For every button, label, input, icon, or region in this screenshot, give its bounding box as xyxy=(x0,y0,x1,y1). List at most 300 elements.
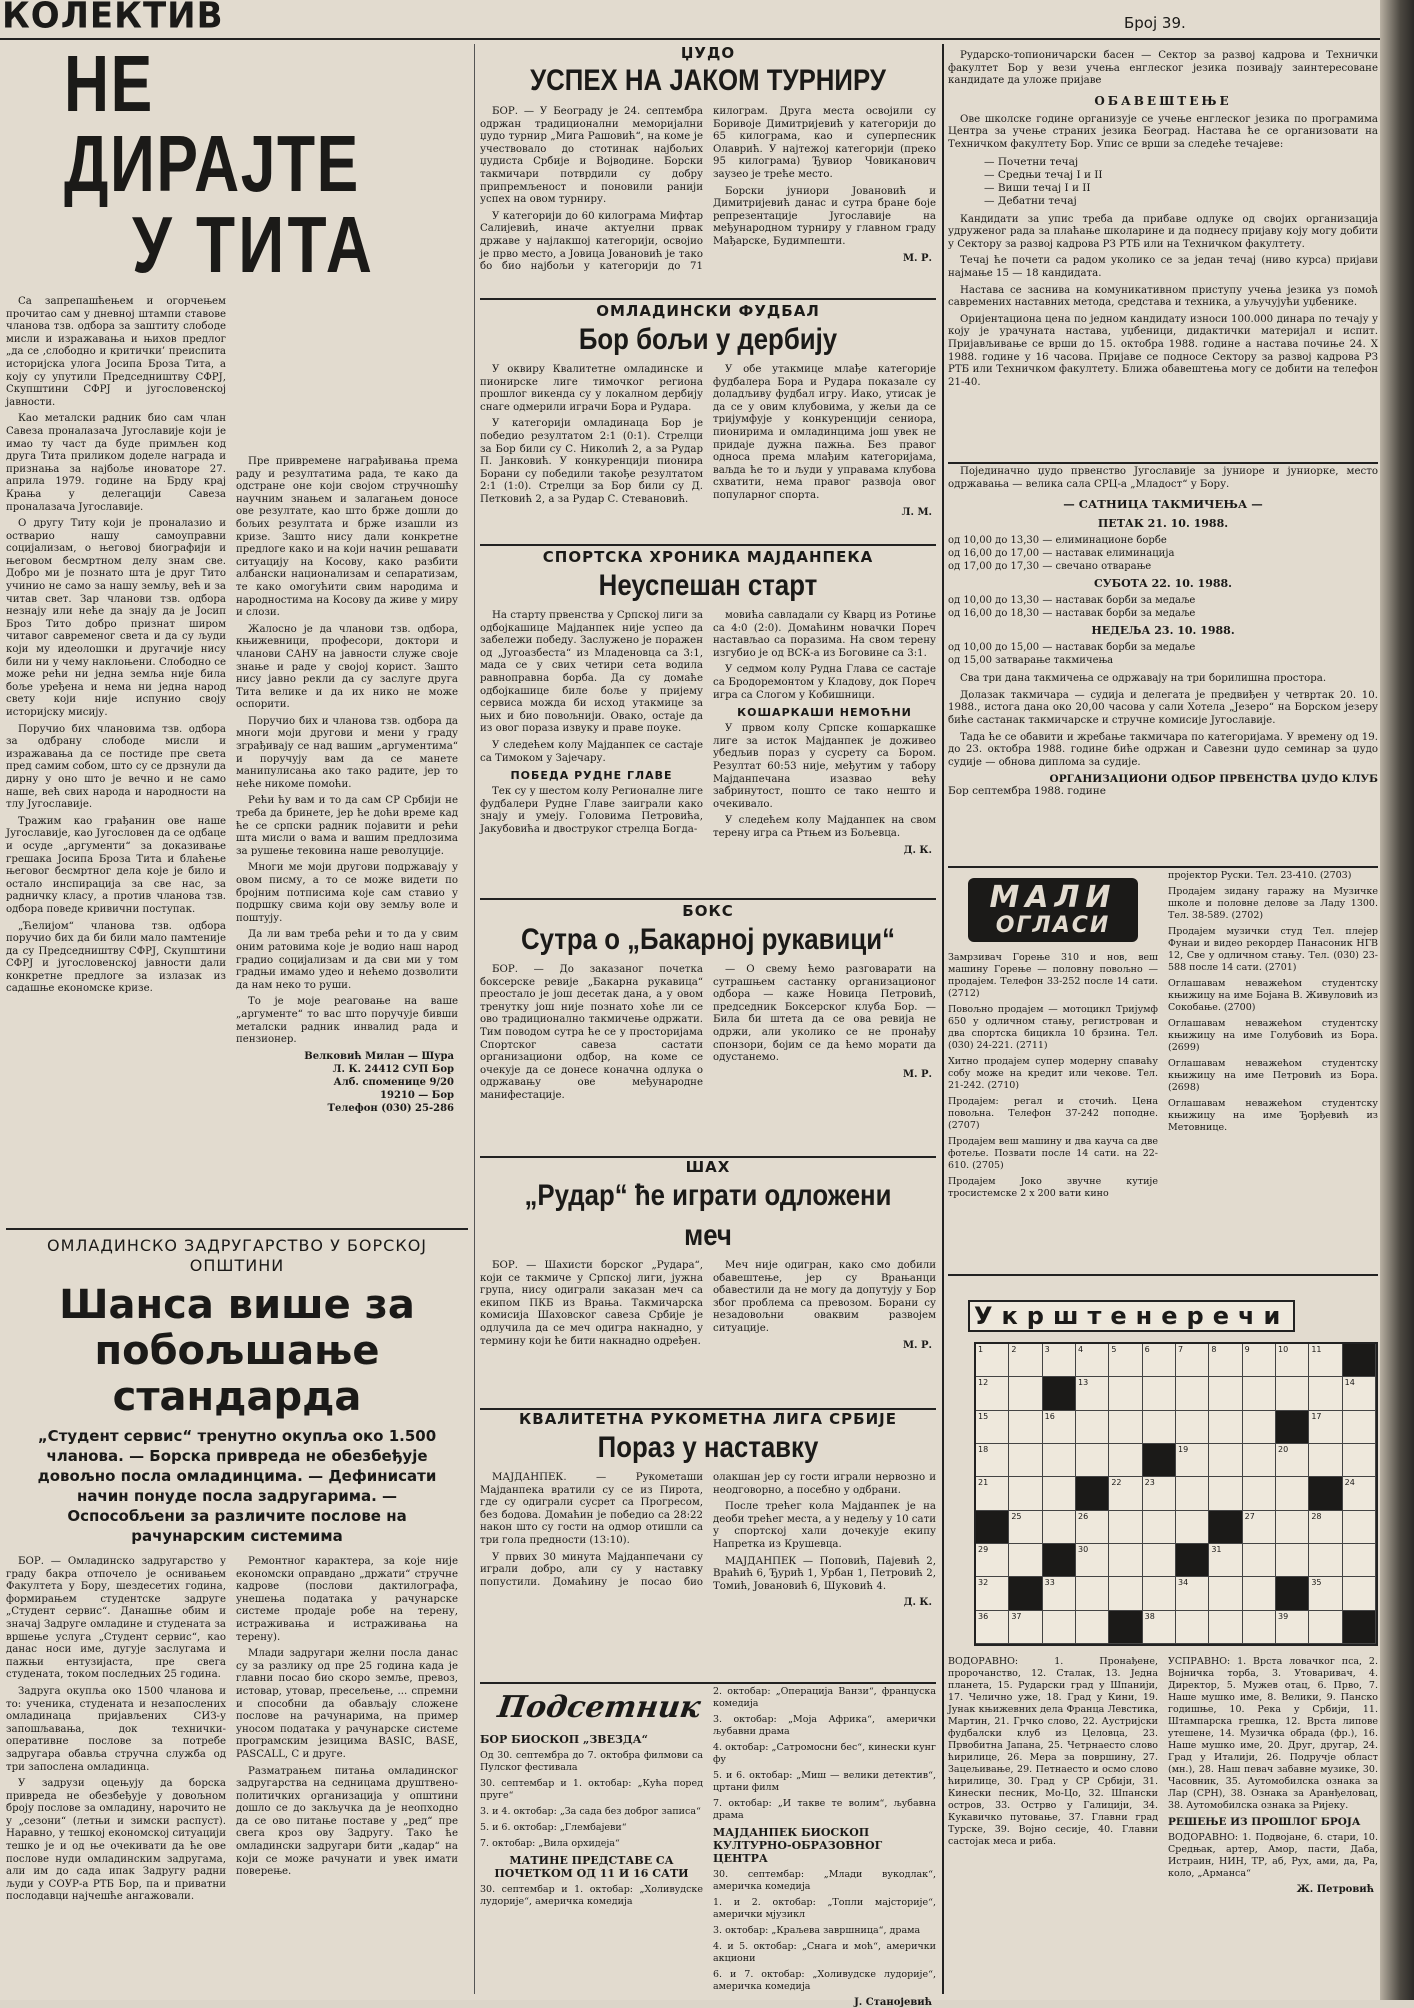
champ-d1c: од 17,00 до 17,30 — свечано отварање xyxy=(948,561,1152,573)
crossword-cell xyxy=(1109,1577,1142,1610)
center-3: 3. октобар: „Краљева завршница“, драма xyxy=(713,1925,921,1936)
tito-p2: О другу Титу који је проналазио и остварио нашу самоуправни социјализам, о његовој биографији и његовом бесмртном делу знам све. Добро ми је познато шта је друг Тито учинио не само за нашу земљу, већ и за читав свет. Зар чланови тзв. одбора незнају или неће да знају да је Јосип Броз Тито добро признат широм читавог савременог света и да су људи који му идеолошки и другачије нису били ни у чему наклоњени. Слободно се може рећи ни једна земља није била боље уређена и нема ни једна народ свету који није испунио своју историјску мисију. xyxy=(6,518,226,718)
crossword-cell xyxy=(1276,1611,1309,1644)
podsetnik-logo: Подсетник xyxy=(495,1690,703,1725)
crossword-number: 27 xyxy=(1244,1511,1255,1521)
faculty-notice-title: ОБАВЕШТЕЊЕ xyxy=(1094,93,1232,108)
crossword-number: 4 xyxy=(1078,1345,1084,1354)
cinema-title: БОР БИОСКОП „ЗВЕЗДА“ xyxy=(480,1733,648,1746)
crossword-cell xyxy=(976,1577,1009,1610)
majdanpek-basket-kicker: КОШАРКАШИ НЕМОЋНИ xyxy=(737,706,912,720)
youth-p5-text: Млади задругари желни посла данас су за разлику од пре 25 година када је главни посао био скоро земље, превоз, истовар, утовар, пресељење, ... спремни и способни да обављају сложене послове на рачунарима, на пример уносом података у рачунарске системе програмским језицима xyxy=(236,1648,458,1748)
crossword-cell xyxy=(1209,1377,1242,1410)
crossword-cell xyxy=(1209,1611,1242,1644)
crossword-cell xyxy=(976,1611,1009,1644)
crossword-number: 35 xyxy=(1311,1578,1322,1588)
handball-p1: МАЈДАНПЕК. — Рукометаши Мајданпека вратили су се из Пирота, где су одиграли сусрет са Прогресом, без бодова. Домаћин је победио са 28:22 након што су гости на одмор отишли са три гола предности (13:10). xyxy=(480,1472,703,1546)
crossword-cell xyxy=(1343,1377,1376,1410)
ad-item: Оглашавам неважећом студентску књижицу на име Бојана В. Живуловић из Сокобање. (2700) xyxy=(1168,978,1378,1013)
crossword-grid xyxy=(974,1342,1378,1646)
crossword-cell xyxy=(1076,1577,1109,1610)
crossword-cell xyxy=(1309,1377,1342,1410)
champ-day2: СУБОТА 22. 10. 1988. xyxy=(1093,577,1232,591)
champ-d3a: од 10,00 до 15,00 — наставак борби за медаље xyxy=(948,642,1196,654)
crossword-cell xyxy=(1043,1544,1076,1577)
center-4: 4. и 5. октобар: „Снага и моћ“, амерички акциони xyxy=(713,1941,936,1964)
boxing-article xyxy=(480,902,936,1152)
football-p1: У оквиру Квалитетне омладинске и пионирске лиге тимочког региона прошлог викенда су у локалном дербију снаге одмерили играчи Бора и Рудара. xyxy=(480,364,703,413)
ad-item: Продајем: регал и сточић. Цена повољна. Телефон 37-242 поподне. (2707) xyxy=(948,1096,1158,1131)
youth-p5 xyxy=(236,1648,458,1761)
champ-p4: Тада ће се обавити и жребање такмичара по категоријама. У времену од 19. до 23. октобра 1988. године биће одржан и Савезни џудо семинар за џудо судије — обнова диплома за судије. xyxy=(948,731,1378,768)
crossword-number: 12 xyxy=(978,1378,989,1388)
crossword-cell xyxy=(1009,1344,1042,1377)
level-item: — Почетни течај xyxy=(984,155,1079,168)
podsetnik-2b: 3. октобар: „Моја Африка“, амерички љубавни драма xyxy=(713,1714,936,1737)
crossword-cell xyxy=(1009,1577,1042,1610)
crossword-cell xyxy=(1109,1377,1142,1410)
crossword-title xyxy=(968,1300,1378,1332)
chess-headline: „Рудар“ ће играти одложени меч xyxy=(524,1179,892,1252)
crossword-number: 13 xyxy=(1078,1378,1089,1388)
crossword-cell xyxy=(1276,1411,1309,1444)
handball-p3: После трећег кола Мајданпек је на деоби трећег места, а у недељу у 10 сати у спортској хали дочекује екипу Напретка из Крушевца. xyxy=(713,1501,936,1550)
champ-d1a: од 10,00 до 13,30 — елиминационе борбе xyxy=(948,535,1167,547)
crossword-number: 37 xyxy=(1011,1611,1022,1621)
chess-article xyxy=(480,1158,936,1404)
ad-item: Оглашавам неважећом студентску књижицу на име Петровић из Бора. (2698) xyxy=(1168,1058,1378,1093)
champ-date: Бор септембра 1988. године xyxy=(948,785,1106,798)
tito-p4: Тражим као грађанин ове наше Југославије, као Југословен да се одбаце и осуде „аргументи“ за доказивање грешака Јосипа Броза Тита и блаћење његовог бесмртног дела које је било и остало инспирација за све нас, за радничку класу, а против чланова тзв. одбора поведе кривични поступак. xyxy=(6,815,226,915)
majdanpek-basket2: У следећем колу Мајданпек на свом терену игра са Ртњем из Бољевца. xyxy=(713,815,936,839)
crossword-cell xyxy=(1043,1611,1076,1644)
podsetnik-2c: 4. октобар: „Сатромосни бес“, кинески кунг фу xyxy=(713,1742,936,1765)
crossword-cell xyxy=(1076,1511,1109,1544)
tito-p11: Да ли вам треба рећи и то да у свим оним ратовима које је водио наш народ градио социјализам и да сви ми у том градњи имамо удео и нећемо дозволити да нам неко то руши. xyxy=(236,929,458,991)
tito-intro: Са запрепашћењем и огорчењем прочитао сам у дневној штампи ставове чланова тзв. одбора за заштиту слободе мисли и изражавања и њихов предлог „да се ,слободно и критички’ преиспита историјска улога Јосипа Броза Тита, а коју су упутили Председништву СФРЈ, Скупштини СФРЈ и југословенској јавности. xyxy=(6,296,226,408)
handball-headline: Пораз у наставку xyxy=(597,1431,819,1464)
crossword-cell xyxy=(1176,1344,1209,1377)
boxing-headline: Сутра о „Бакарној рукавици“ xyxy=(520,923,895,956)
crossword-cell xyxy=(1176,1377,1209,1410)
cinema-2: 30. септембар и 1. октобар: „Кућа поред пруге“ xyxy=(480,1778,703,1801)
faculty-levels xyxy=(984,156,1378,208)
judo-kicker: ЏУДО xyxy=(680,44,736,62)
crossword-number: 26 xyxy=(1078,1511,1089,1521)
crossword-cell xyxy=(1043,1444,1076,1477)
crossword-cell xyxy=(1043,1477,1076,1510)
crossword-cell xyxy=(1009,1411,1042,1444)
crossword-cell xyxy=(1243,1577,1276,1610)
classifieds-logo-1: МАЛИ xyxy=(989,880,1117,915)
crossword-cell xyxy=(1043,1511,1076,1544)
boxing-kicker: БОКС xyxy=(682,902,734,920)
crossword-cell xyxy=(1309,1411,1342,1444)
crossword-number: 11 xyxy=(1311,1345,1322,1354)
tito-p8: Поручио бих и чланова тзв. одбора да многи моји другови и мени у граду зграђивају се над вашим „аргументима“ и поручују вам да се манете манипулисања ако тако радите, јер то неће никоме помоћи. xyxy=(236,715,458,790)
crossword-cell xyxy=(1309,1577,1342,1610)
crossword-cell xyxy=(1176,1544,1209,1577)
crossword-cell xyxy=(1309,1477,1342,1510)
judo-p1: БОР. — У Београду је 24. септембра одржан традиционални меморијални џудо турнир „Мига Рашовић“, на коме је учествовало до стотинак најбољих џудиста Србије и Војводине. Борски такмичари потврдили су добру припремљеност и поновили ранији успех на овом турниру. xyxy=(480,106,703,206)
crossword-number: 8 xyxy=(1211,1345,1217,1354)
faculty-p5: Оријентациона цена по једном кандидату износи 100.000 динара по течају у коју је урачуната настава, уџбеници, дидактички материјал и испит. Пријављивање се врши до 15. октобра 1988. године а настава почиње 24. X 1988. године у 16 часова. Пријаве се подносе Сектору за развој кадрова РЗ РТБ или Техничком факултету. Ближа обавештења могу се добити на телефон 21-40. xyxy=(948,313,1378,388)
crossword-cell xyxy=(1143,1377,1176,1410)
football-article xyxy=(480,302,936,540)
chess-sig: М. Р. xyxy=(902,1339,932,1351)
majdanpek-win: Тек су у шестом колу Регионалне лиге фудбалери Рудне Главе заиграли како знају и умеју. Головима Петровића, Јакубовића и двоструког стрелца Богда- xyxy=(480,786,703,835)
crossword-cell xyxy=(1343,1344,1376,1377)
majdanpek-kicker: СПОРТСКА ХРОНИКА МАЈДАНПЕКА xyxy=(542,548,874,566)
crossword-cell xyxy=(976,1411,1009,1444)
crossword-cell xyxy=(1276,1444,1309,1477)
crossword-number: 22 xyxy=(1111,1478,1122,1488)
youth-p5-lang: BASIC, BASE, PASCALL, C и друге. xyxy=(236,1736,458,1760)
chess-kicker: ШАХ xyxy=(685,1158,731,1176)
matine-1: 30. септембар и 1. октобар: „Холивудске лудорије“, америчка комедија xyxy=(480,1884,703,1907)
crossword-cell xyxy=(1143,1544,1176,1577)
podsetnik-author: Ј. Станојевић xyxy=(854,1997,932,2008)
crossword-cell xyxy=(1143,1444,1176,1477)
handball-article xyxy=(480,1410,936,1680)
ad-item: Замрзивач Горење 310 и нов, веш машину Горење — половну повољно — продајем. Телефон 33-252 после 14 сати. (2712) xyxy=(948,952,1158,999)
crossword-number: 25 xyxy=(1011,1511,1022,1521)
crossword-number: 30 xyxy=(1078,1545,1089,1554)
crossword-number: 36 xyxy=(978,1611,989,1621)
champ-day3: НЕДЕЉА 23. 10. 1988. xyxy=(1091,624,1235,638)
crossword-cell xyxy=(1076,1444,1109,1477)
crossword-cell xyxy=(1076,1377,1109,1410)
ad-item: Продајем музички студ Тел. плејер Фунаи и видео рекордер Панасоник НГВ 12, Све у одличном стању. Тел. (030) 23-588 после 14 сати. (2701) xyxy=(1168,926,1378,973)
ad-item: пројектор Руски. Тел. 23-410. (2703) xyxy=(1168,870,1352,881)
crossword-cell xyxy=(1243,1377,1276,1410)
crossword-solution-title: РЕШЕЊЕ ИЗ ПРОШЛОГ БРОЈА xyxy=(1168,1816,1361,1828)
crossword-cell xyxy=(1243,1344,1276,1377)
majdanpek-p1: На старту првенства у Српској лиги за одбојкашице Мајданпек није успео да забележи победу. Заслужено је поражен од „Југоазбеста“ из Младеновца са 3:1, мада се у свих четири сета водила равноправна борба. Да су домаће одбојкашице биле боље у пријему сервиса можда би исход утакмице за њих и био повољнији. Овако, остаје да из овог пораза извуку и праве поуке. xyxy=(480,610,703,735)
youth-p2: Задруга окупља око 1500 чланова и то: ученика, студената и незапослених омладинаца пријављених СИЗ-у запошљавања, док технички-оперативне послове за потребе задругара обавља стручна служба од три запослена омладинца. xyxy=(6,1685,226,1773)
judo-sig: М. Р. xyxy=(902,252,932,264)
crossword-across: ВОДОРАВНО: 1. Пронађене, пророчанство, 12. Сталак, 13. Једна планета, 15. Рударски град у Шпанији, 17. Челично уже, 18. Град у Кини, 19. Јунак књижевних дела Франца Левстика, Мартин, 21. Грчко слово, 22. Аустријски фудбалски клуб из Целовца, 23. Првобитна Јапана, 25. Четрнаесто слово ћирилице, 26. Мера за површину, 27. Зацељивање, 29. Петнаесто и осмо слово ћирилице, 30. Град у СР Србији, 31. Кинески песник, Мо-Цо, 32. Шпански остров, 33. Острво у Галицији, 34. Кукавичко путовање, 37. Главни град Турске, 39. Војно сесије, 40. Главни састојак меса и риба. xyxy=(948,1656,1158,1847)
tito-sign-addr2: Алб. споменице 9/20 xyxy=(333,1076,454,1088)
crossword-cell xyxy=(1043,1344,1076,1377)
judo-championship xyxy=(948,466,1378,864)
classifieds-logo xyxy=(968,878,1138,942)
champ-d3b: од 15,00 затварање такмичења xyxy=(948,655,1114,667)
page-header xyxy=(0,0,1414,40)
crossword-number: 20 xyxy=(1278,1445,1289,1454)
crossword-cell xyxy=(1109,1444,1142,1477)
crossword-number: 21 xyxy=(978,1478,989,1488)
crossword-cell xyxy=(1143,1577,1176,1610)
crossword-cell xyxy=(1143,1411,1176,1444)
tito-sign-name: Велковић Милан — Шура xyxy=(304,1050,454,1062)
crossword-number: 14 xyxy=(1344,1378,1355,1388)
judo-headline: УСПЕХ НА ЈАКОМ ТУРНИРУ xyxy=(530,64,886,97)
crossword-number: 31 xyxy=(1211,1545,1222,1554)
crossword-cell xyxy=(1109,1344,1142,1377)
tito-article xyxy=(6,39,468,1224)
tito-sign-phone: Телефон (030) 25-286 xyxy=(327,1102,454,1114)
champ-day1: ПЕТАК 21. 10. 1988. xyxy=(1097,517,1229,531)
majdanpek-headline: Неуспешан старт xyxy=(598,569,818,602)
crossword-number: 38 xyxy=(1144,1611,1155,1621)
crossword-cell xyxy=(976,1344,1009,1377)
faculty-p4: Настава се заснива на комуникативном приступу учења језика уз помоћ савремених наставних метода, средстава и техника, а уључујући уџбенике. xyxy=(948,284,1378,309)
crossword-cell xyxy=(1243,1411,1276,1444)
crossword-cell xyxy=(1343,1611,1376,1644)
crossword-cell xyxy=(1109,1477,1142,1510)
crossword-number: 17 xyxy=(1311,1411,1322,1421)
youth-article xyxy=(6,1236,468,1996)
crossword-cell xyxy=(1143,1344,1176,1377)
crossword-cell xyxy=(1043,1411,1076,1444)
cinema-4: 5. и 6. октобар: „Глембајеви“ xyxy=(480,1822,627,1833)
football-sig: Л. М. xyxy=(901,506,932,518)
crossword-cell xyxy=(1243,1477,1276,1510)
boxing-sig: М. Р. xyxy=(902,1068,932,1080)
matine-title: МАТИНЕ ПРЕДСТАВЕ СА ПОЧЕТКОМ ОД 11 И 16 САТИ xyxy=(494,1854,689,1880)
champ-d2a: од 10,00 до 13,30 — наставак борби за медаље xyxy=(948,595,1196,607)
cinema-5: 7. октобар: „Вила орхидеја“ xyxy=(480,1838,620,1849)
tito-p7: Жалосно је да чланови тзв. одбора, књижевници, професори, доктори и чланови САНУ на јавности служе своје знање и раде у својој корист. Зашто нису јавно рекли да су заслуге друга Тита велике и да их нико не може оспорити. xyxy=(236,623,458,711)
crossword-cell xyxy=(1309,1511,1342,1544)
crossword-number: 3 xyxy=(1044,1345,1050,1354)
champ-p3: Долазак такмичара — судија и делегата је предвиђен у четвртак 20. 10. 1988., истога дана око 20,00 часова у сали Хотела „Језеро“ на Борском језеру биће састанак такмичарске и стручне комисије Југославије. xyxy=(948,689,1378,726)
faculty-intro: Рударско-топионичарски басен — Сектор за развој кадрова и Технички факултет Бор у вези учења енглеског језика позивају заинтересоване кандидате да уложе пријаве xyxy=(948,50,1378,87)
crossword-number: 9 xyxy=(1244,1345,1250,1354)
tito-p1: Као металски радник био сам члан Савеза проналазача Југославије који је имао ту част да буде примљен код друга Тита приликом доделе награда и признања за најбоље иноваторе 27. априла 1979. године на Брду крај Крања у делегацији Савеза проналазача Југославије. xyxy=(6,413,226,513)
cinema-3: 3. и 4. октобар: „За сада без доброг записа“ xyxy=(480,1806,701,1817)
crossword-cell xyxy=(1143,1511,1176,1544)
ad-item: Хитно продајем супер модерну спаваћу собу може на кредит или чекове. Тел. 21-242. (2710) xyxy=(948,1056,1158,1091)
tito-p12: То је моје реаговање на ваше „аргументе“ то вас што поручује бивши металски радник инвалид рада и пензионер. xyxy=(236,996,458,1046)
crossword-number: 10 xyxy=(1278,1345,1289,1354)
podsetnik-2a: 2. октобар: „Операција Ванзи“, француска комедија xyxy=(713,1686,936,1709)
crossword-cell xyxy=(1209,1477,1242,1510)
crossword-cell xyxy=(976,1544,1009,1577)
crossword-cell xyxy=(1009,1511,1042,1544)
tito-p9: Рећи ћу вам и то да сам СР Србији не треба да бринете, јер ће доћи време кад ће се српски радник појавити и рећи шта мисли о вама и вашим предлозима за рушење тековина наше револуције. xyxy=(236,795,458,857)
crossword-cell xyxy=(1209,1411,1242,1444)
champ-org: ОРГАНИЗАЦИОНИ ОДБОР ПРВЕНСТВА ЏУДО КЛУБ xyxy=(1049,773,1378,786)
crossword-cell xyxy=(1243,1611,1276,1644)
crossword-number: 16 xyxy=(1044,1411,1055,1421)
crossword-cell xyxy=(1076,1544,1109,1577)
youth-p3: У задрузи оцењују да борска привреда не обезбеђује у довољном броју послове за омладину, нарочито не у „сезони“ (летњи и зимски распуст). Наравно, у тешкој економској ситуацији тешко је и од ње очекивати да ће ове послове нуди омладинским задругама, али им до сада ипак Задругу радни људи у СОУР-а РТБ Бор, па и приватни послодавци најчешће ангажовали. xyxy=(6,1778,226,1903)
center-2: 1. и 2. октобар: „Топли мајсторије“, амерички мјузикл xyxy=(713,1897,936,1920)
crossword-author: Ж. Петровић xyxy=(1296,1884,1374,1895)
level-item: — Виши течај I и II xyxy=(984,181,1091,194)
crossword-cell xyxy=(1076,1477,1109,1510)
crossword-number: 23 xyxy=(1144,1478,1155,1488)
crossword-cell xyxy=(1309,1611,1342,1644)
crossword-cell xyxy=(1276,1544,1309,1577)
issue-number: Број 39. xyxy=(1124,14,1186,32)
podsetnik-box xyxy=(480,1686,936,2008)
champ-p1: Појединачно џудо првенство Југославије за јуниоре и јуниорке, место одржавања — велика сала СРЦ-а „Младост“ у Бору. xyxy=(948,466,1378,490)
boxing-p1: БОР. — До заказаног почетка боксерске ревије „Бакарна рукавица“ преостало је још десетак дана, а у овом тренутку још није познато хоће ли се ово традиционално такмичење одржати. Тим поводом сутра ће се у просторијама Спортског савеза састати организациони одбор, на коме се очекује да се донесе коначна одлука о одржавању ове међународне манифестације. xyxy=(480,964,703,1101)
ad-item: Оглашавам неважећом студентску књижицу на име Ђорђевић из Метовнице. xyxy=(1168,1098,1378,1133)
champ-title: — САТНИЦА ТАКМИЧЕЊА — xyxy=(1063,497,1263,512)
classifieds xyxy=(948,870,1378,1270)
football-headline: Бор бољи у дербију xyxy=(578,323,838,356)
champ-d2b: од 16,00 до 18,30 — наставак борби за медаље xyxy=(948,608,1196,620)
crossword-cell xyxy=(1009,1611,1042,1644)
crossword-number: 32 xyxy=(978,1578,989,1588)
majdanpek-p4: У седмом колу Рудна Глава се састаје са Бродоремонтом у Кладову, док Пореч игра са Слогом у Кобишници. xyxy=(713,664,936,701)
crossword-number: 34 xyxy=(1178,1578,1189,1588)
crossword-cell xyxy=(1209,1544,1242,1577)
crossword-number: 7 xyxy=(1178,1345,1184,1354)
crossword-cell xyxy=(1276,1511,1309,1544)
crossword-number: 2 xyxy=(1011,1345,1017,1354)
handball-p2: У првих 30 минута Мајданпечани су играли добро, али су у наставку попустили. Домаћину је посао био олакшан јер су гости играли нервозно и неодговорно, а посебно у одбрани. xyxy=(480,1472,936,1588)
center-1: 30. септембар: „Млади вукодлак“, америчка комедија xyxy=(713,1869,936,1892)
faculty-p1: Ове школске године организује се учење енглеског језика по програмима Центра за учење страних језика Београд. Настава ће се организовати на Техничком факултету Бор. Упис се врши за следеће течајеве: xyxy=(948,113,1378,150)
crossword-cell xyxy=(1076,1411,1109,1444)
champ-d1b: од 16,00 до 17,00 — наставак елиминација xyxy=(948,548,1175,560)
football-kicker: ОМЛАДИНСКИ ФУДБАЛ xyxy=(596,302,820,320)
crossword-cell xyxy=(1109,1611,1142,1644)
crossword-cell xyxy=(1243,1444,1276,1477)
crossword-cell xyxy=(1343,1577,1376,1610)
crossword-down: УСПРАВНО: 1. Врста ловачког пса, 2. Војничка торба, 3. Утоваривач, 4. Директор, 5. Мужев отац, 6. Прво, 7. Наше мушко име, 8. Велики, 9. Панско годишње, 10. Река у Србији, 11. Штампарска грешка, 12. Врста липове утешене, 14. Музичка обрада (фр.), 16. Наше мушко име, 20. Друг, другар, 24. Град у Италији, 26. Подручје област (мн.), 28. Наш певач забавне музике, 30. Часовник, 35. Аутомобилска ознака за Лар (СРН), 38. Ознака за Аранђеловац, 38. Аутомобилска ознака за Ријеку. xyxy=(1168,1656,1378,1811)
judo-p2: У категорији до 60 килограма Мифтар Салијевић, иначе актуелни првак државе у најлакшој категорији, освојио је прво место, а Јовица Јовановић је тако бо био најбољи у категорији до 71 килограм. Друга места освојили су Боривоје Димитријевић у категорији до 65 килограма, као и суперпесник Олаврић. У најтежој категорији (преко 95 килограма) Ђувиор Човиканович заузео је треће место. xyxy=(480,106,936,273)
majdanpek-sig: Д. К. xyxy=(903,844,932,856)
crossword-number: 24 xyxy=(1344,1478,1355,1488)
football-p3: У обе утакмице млађе категорије фудбалера Бора и Рудара показале су доладљиву фудбал игру. Иако, утисак је да се у овим клубовима, у жељи да се тријумфује у конкуренцији сениора, пионирима и омладинцима још увек не придаје дужна пажња. Без правог односа према млађим категоријама, ваљда ће то и људи у управама клубова схватити, нема правог развоја овог популарног спорта. xyxy=(713,364,936,501)
crossword-cell xyxy=(1209,1444,1242,1477)
tito-sign-addr1: Л. К. 24412 СУП Бор xyxy=(332,1063,454,1075)
tito-p3: Поручио бих члановима тзв. одбора за одбрану слободе мисли и изражавања да се постиде пре света пред самим собом, што су се дрзнули да дирну у оно што је вечно и не само наше, већ свих народа и народности на тлу Југославије. xyxy=(6,723,226,811)
crossword-number: 39 xyxy=(1278,1611,1289,1621)
crossword-cell xyxy=(1109,1411,1142,1444)
youth-lead: „Студент сервис“ тренутно окупља око 1.500 чланова. — Борска привреда не обезбеђује довољно посла омладинцима. — Дефинисати начин понуде посла задругарима. — Оспособљени за различите послове на рачунарским системима xyxy=(37,1427,437,1545)
ad-item: Продајем Јоко звучне кутије тросистемске 2 x 200 вати кино xyxy=(948,1176,1158,1199)
crossword-number: 29 xyxy=(978,1545,989,1554)
crossword-cell xyxy=(1009,1444,1042,1477)
crossword-number: 28 xyxy=(1311,1511,1322,1521)
crossword-number: 6 xyxy=(1144,1345,1150,1354)
crossword-cell xyxy=(1009,1544,1042,1577)
majdanpek-p2: У следећем колу Мајданпек се састаје са Тимоком у Зајечару. xyxy=(480,739,703,764)
binding-shadow xyxy=(1380,0,1414,2000)
podsetnik-2d: 5. и 6. октобар: „Миш — велики детектив“, цртани филм xyxy=(713,1770,936,1793)
handball-lineup: МАЈДАНПЕК — Поповић, Пајевић 2, Враћић 6, Ђурић 1, Урбан 1, Петровић 2, Томић, Јовановић 6, Шуковић 4. xyxy=(713,1555,936,1592)
crossword-cell xyxy=(1143,1611,1176,1644)
tito-p10: Многи ме моји другови подржавају у овом писму, а то се може видети по бројним потписима које сам ставио у подршку свима који ову земљу воле и поштују. xyxy=(236,862,458,924)
ad-item: Продајем зидану гаражу на Музичке школе и половне делове за Ладу 1300. Тел. 38-589. (2702) xyxy=(1168,886,1378,921)
crossword-solution: ВОДОРАВНО: 1. Подвојане, 6. стари, 10. Средњак, артер, Амор, пасти, Даба, Истраин, НИН, ТР, аб, Рух, ами, да, Ра, коло, „Арманса“ xyxy=(1168,1832,1378,1879)
ad-item: Оглашавам неважећом студентску књижицу на име Голубовић из Бора. (2699) xyxy=(1168,1018,1378,1053)
tito-headline-2: У ТИТА xyxy=(132,200,376,289)
center-5: 6. и 7. октобар: „Холивудске лудорије“, америчка комедија xyxy=(713,1969,936,1992)
crossword-cell xyxy=(1343,1411,1376,1444)
crossword-cell xyxy=(1009,1377,1042,1410)
crossword-number: 19 xyxy=(1178,1445,1189,1454)
crossword-number: 15 xyxy=(978,1411,989,1421)
youth-p4: Ремонтног карактера, за које није економски оправдано „држати“ стручне кадрове (послови дактилографа, унешења података у рачунарске системе продаје робе на терену, истраживања и истраживања на терену). xyxy=(236,1556,458,1643)
crossword-cell xyxy=(1176,1577,1209,1610)
champ-p2: Сва три дана такмичења се одржавају на три борилишна простора. xyxy=(960,673,1327,685)
ad-item: Продајем веш машину и два кауча са две фотеље. Позвати после 14 сати. на 22-610. (2705) xyxy=(948,1136,1158,1171)
youth-p1: БОР. — Омладинско задругарство у граду бакра отпочело је оснивањем Факултета у Бору, шездесетих година, формирањем студентске задруге „Студент сервис“. Данашње обим и значај Задруге омладине и студената за вршење услуга „Студент сервис“, као данас носи име, дугује заслугама и пажњи ентузијаста, пре свега студената, током последњих 25 година. xyxy=(6,1556,226,1681)
crossword-title-text: Укрштенеречи xyxy=(968,1300,1295,1332)
crossword-cell xyxy=(1309,1344,1342,1377)
crossword-cell xyxy=(1309,1544,1342,1577)
chess-p2: Меч није одигран, како смо добили обавештење, јер су Врањанци обавестили да не могу да допутују у Бор због проблема са превозом. Борани су незадовољни оваквим развојем ситуације. xyxy=(713,1260,936,1334)
handball-sig: Д. К. xyxy=(903,1597,932,1609)
crossword xyxy=(948,1278,1378,1996)
crossword-cell xyxy=(1143,1477,1176,1510)
judo-p3: Борски јуниори Јовановић и Димитријевић данас и сутра бране боје репрезентације Југославије на међународном турниру у главном граду Мађарске, Будимпешти. xyxy=(713,185,936,247)
majdanpek-article xyxy=(480,548,936,894)
faculty-p3: Течај ће почети са радом уколико се за један течај (ниво курса) пријави најмање 15 — 18 кандидата. xyxy=(948,255,1378,279)
majdanpek-p3: мовића савладали су Кварц из Ротиње са 4:0 (2:0). Домаћинм новачки Пореч настављао са поразима. На свом терену изгубио је од ВСК-а из Боговине са 3:1. xyxy=(713,610,936,659)
tito-p5: „Ћелијом“ чланова тзв. одбора поручио бих да би били мало памтеније да су Председништву СФРЈ, Скупштини СФРЈ и југословенској јавности дали конкретне предлоге за излазак из садашње економске кризе. xyxy=(6,920,226,995)
level-item: — Дебатни течај xyxy=(984,194,1077,207)
crossword-cell xyxy=(1343,1544,1376,1577)
crossword-cell xyxy=(1176,1511,1209,1544)
youth-p6: Разматрањем питања омладинског задругарства на седницама друштвено-политичких организација у општини дошло се до закључка да је неопходно да се ово питање поставе у „ред“ пре свега кроз ову Задругу. Тако ће омладински задругари бити „кадар“ на који се може рачунати и увек имати поверење. xyxy=(236,1765,458,1878)
crossword-cell xyxy=(976,1511,1009,1544)
crossword-cell xyxy=(1043,1377,1076,1410)
crossword-cell xyxy=(1076,1344,1109,1377)
crossword-cell xyxy=(1209,1511,1242,1544)
masthead: КОЛЕКТИВ xyxy=(2,0,224,37)
center-title: МАЈДАНПЕК БИОСКОП КУЛТУРНО-ОБРАЗОВНОГ ЦЕНТРА xyxy=(713,1826,883,1865)
crossword-cell xyxy=(1009,1477,1042,1510)
crossword-cell xyxy=(1343,1511,1376,1544)
crossword-cell xyxy=(1276,1344,1309,1377)
crossword-cell xyxy=(1109,1544,1142,1577)
crossword-cell xyxy=(1176,1411,1209,1444)
crossword-cell xyxy=(1176,1477,1209,1510)
tito-p6: Пре привремене награђивања према раду и резултатима рада, те како да одстране оне који својом стручношћу научним знањем и залагањем доносе ове резултате, као што брже дошли до бољих резултата и брже изашли из кризе. Зашто нису дали конкретне предлоге како и на који начин решавати ситуацију на Косову, како разбити албански национализам и сепаратизам, те како омогућити свим народима и народностима на Косову да живе у миру и слози. xyxy=(236,456,458,619)
boxing-p2: — О свему ћемо разговарати на сутрашњем састанку организационог одбора — каже Новица Петровић, председник Боксерског клуба Бор. — Била би штета да се ова ревија не одржи, али уколико се не пронађу спонзори, бојим се да ћемо морати да одустанемо. xyxy=(713,964,936,1064)
football-p2: У категорији омладинаца Бор је победио резултатом 2:1 (0:1). Стрелци за Бор били су С. Николић 2, а за Рудар П. Јанковић. У конкуренцији пионира Борани су победили такође резултатом 2:1 (1:0). Стрелци за Бор били су Д. Петковић 2, а за Рудар С. Стевановић. xyxy=(480,418,703,505)
crossword-number: 18 xyxy=(978,1445,989,1454)
cinema-1: Од 30. септембра до 7. октобра филмови са Пулског фестивала xyxy=(480,1750,703,1773)
crossword-cell xyxy=(976,1444,1009,1477)
crossword-cell xyxy=(1076,1611,1109,1644)
crossword-cell xyxy=(1176,1444,1209,1477)
crossword-cell xyxy=(1343,1444,1376,1477)
classifieds-logo-2: ОГЛАСИ xyxy=(995,913,1111,938)
judo-article xyxy=(480,44,936,294)
crossword-cell xyxy=(1343,1477,1376,1510)
crossword-cell xyxy=(1276,1377,1309,1410)
crossword-number: 33 xyxy=(1044,1578,1055,1588)
majdanpek-win-kicker: ПОБЕДА РУДНЕ ГЛАВЕ xyxy=(510,769,673,783)
crossword-cell xyxy=(976,1477,1009,1510)
podsetnik-2e: 7. октобар: „И такве те волим“, љубавна драма xyxy=(713,1798,936,1821)
crossword-cell xyxy=(1309,1444,1342,1477)
majdanpek-basket: У првом колу Српске кошаркашке лиге за исток Мајданпек је доживео убедљив пораз у сусрету са Бором. Резултат 60:53 није, међутим у табору Мајданпечана изазвао већу забринутост, пошто се тако нешто и очекивало. xyxy=(713,723,936,810)
handball-kicker: КВАЛИТЕТНА РУКОМЕТНА ЛИГА СРБИЈЕ xyxy=(519,1410,897,1428)
crossword-cell xyxy=(1109,1511,1142,1544)
level-item: — Средњи течај I и II xyxy=(984,168,1103,181)
crossword-cell xyxy=(1209,1344,1242,1377)
crossword-cell xyxy=(1176,1611,1209,1644)
crossword-number: 1 xyxy=(978,1345,984,1354)
crossword-cell xyxy=(1043,1577,1076,1610)
ad-item: Повољно продајем — мотоцикл Тријумф 650 у одличном стању, регистрован и два спортска бицикла 10 брзина. Тел. (030) 24-221. (2711) xyxy=(948,1004,1158,1051)
crossword-cell xyxy=(976,1377,1009,1410)
faculty-p2: Кандидати за упис треба да прибаве одлуке од својих организација удруженог рада за плаћање школарине и да поднесу пријаву коју могу добити у Сектору за развој кадрова РЗ РТБ или на Техничком факултету. xyxy=(948,213,1378,250)
chess-p1: БОР. — Шахисти борског „Рудара“, који се такмиче у Српској лиги, јужна група, нису одиграли заказан меч са екипом ПКБ из Врања. Такмичарска комисија Шаховског савеза Србије је одлучила да се меч одигра накнадно, у термину који ће бити накнадно одређен. xyxy=(480,1260,703,1347)
youth-kicker: ОМЛАДИНСКО ЗАДРУГАРСТВО У БОРСКОЈ ОПШТИНИ xyxy=(46,1236,428,1275)
